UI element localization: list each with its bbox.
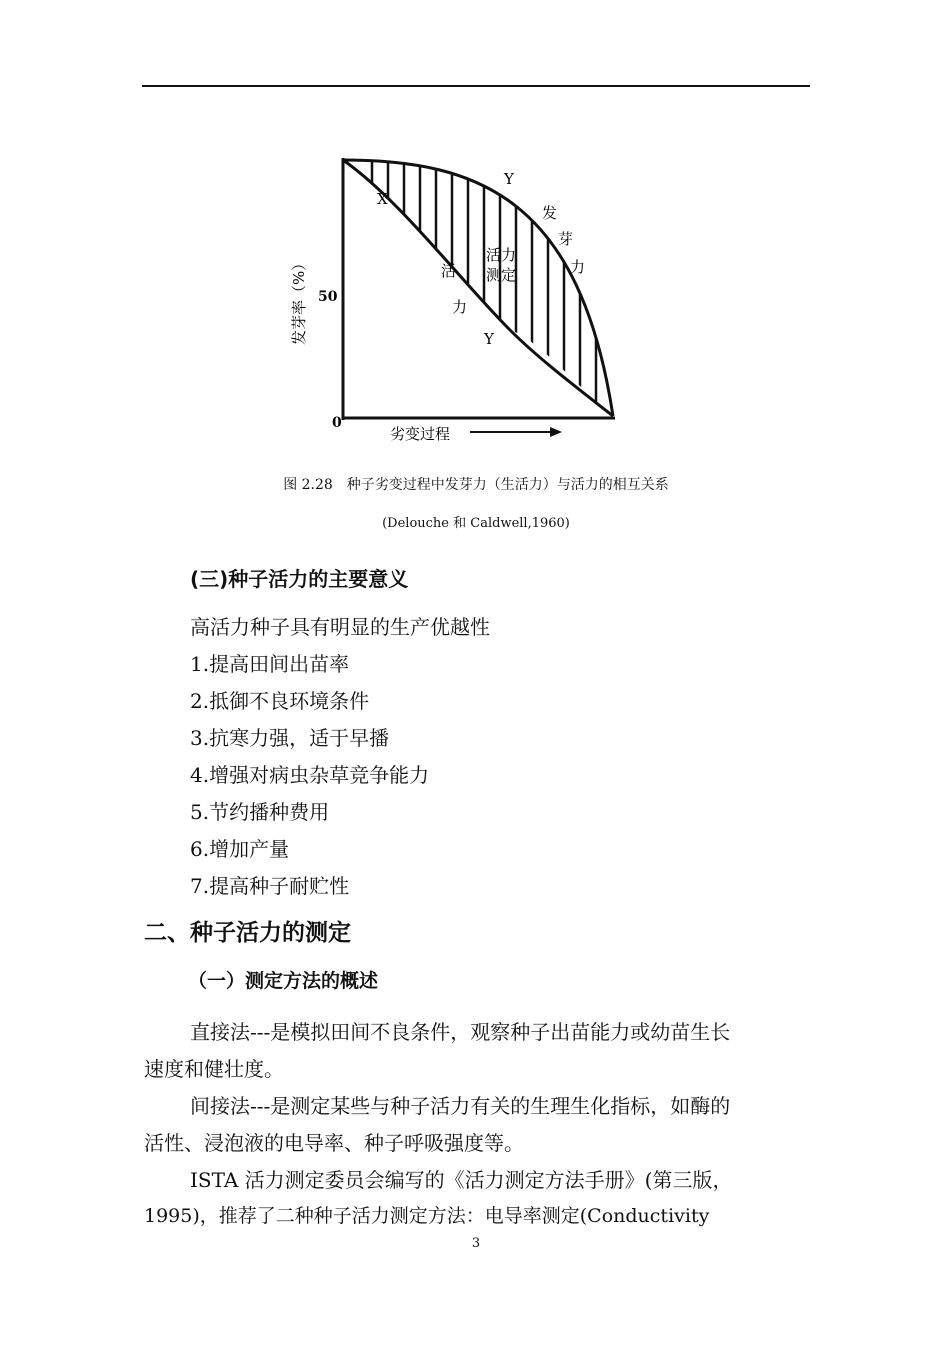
label-vigor-test-2: 测定 [486, 266, 517, 284]
list-item: 3.抗寒力强，适于早播 [190, 726, 390, 750]
label-germination-1: 发 [542, 204, 558, 222]
figure-caption: 图 2.28 种子劣变过程中发芽力（生活力）与活力的相互关系 [283, 477, 669, 493]
paragraph-direct-line1: 直接法---是模拟田间不良条件，观察种子出苗能力或幼苗生长 [190, 1020, 731, 1044]
list-item: 7.提高种子耐贮性 [190, 874, 350, 898]
section3-heading: (三)种子活力的主要意义 [190, 567, 409, 591]
label-y-top: Y [504, 170, 514, 188]
origin-label: 0 [332, 415, 342, 431]
figure-source: (Delouche 和 Caldwell,1960) [382, 516, 570, 531]
section3-intro: 高活力种子具有明显的生产优越性 [190, 615, 490, 639]
header-rule [142, 85, 810, 87]
list-item: 5.节约播种费用 [190, 800, 330, 824]
label-vigor-test-1: 活力 [486, 246, 517, 264]
page-number: 3 [471, 1236, 481, 1251]
label-y-bottom: Y [484, 330, 494, 348]
vigor-germination-figure [280, 140, 640, 460]
y-tick-50: 50 [318, 289, 338, 305]
label-x: X [377, 190, 388, 208]
paragraph-ista-line2: 1995)，推荐了二种种子活力测定方法：电导率测定(Conductivity [144, 1205, 710, 1227]
list-item: 6.增加产量 [190, 837, 290, 861]
label-germination-2: 芽 [558, 230, 574, 248]
section-two-subheading: （一）测定方法的概述 [188, 970, 379, 992]
paragraph-ista-line1: ISTA 活力测定委员会编写的《活力测定方法手册》(第三版， [190, 1168, 733, 1192]
paragraph-indirect-line2: 活性、浸泡液的电导率、种子呼吸强度等。 [144, 1131, 524, 1155]
x-axis-arrowhead [550, 427, 562, 437]
paragraph-indirect-line1: 间接法---是测定某些与种子活力有关的生理生化指标，如酶的 [190, 1094, 731, 1118]
list-item: 2.抵御不良环境条件 [190, 689, 370, 713]
x-axis-label: 劣变过程 [390, 425, 451, 443]
y-axis-label: 发芽率（%） [290, 255, 308, 345]
label-vigor-1: 活 [441, 262, 457, 280]
list-item: 1.提高田间出苗率 [190, 652, 350, 676]
paragraph-direct-line2: 速度和健壮度。 [144, 1057, 284, 1081]
label-germination-3: 力 [570, 258, 586, 276]
section-two-heading: 二、种子活力的测定 [144, 920, 351, 946]
label-vigor-2: 力 [452, 298, 468, 316]
list-item: 4.增强对病虫杂草竞争能力 [190, 763, 430, 787]
